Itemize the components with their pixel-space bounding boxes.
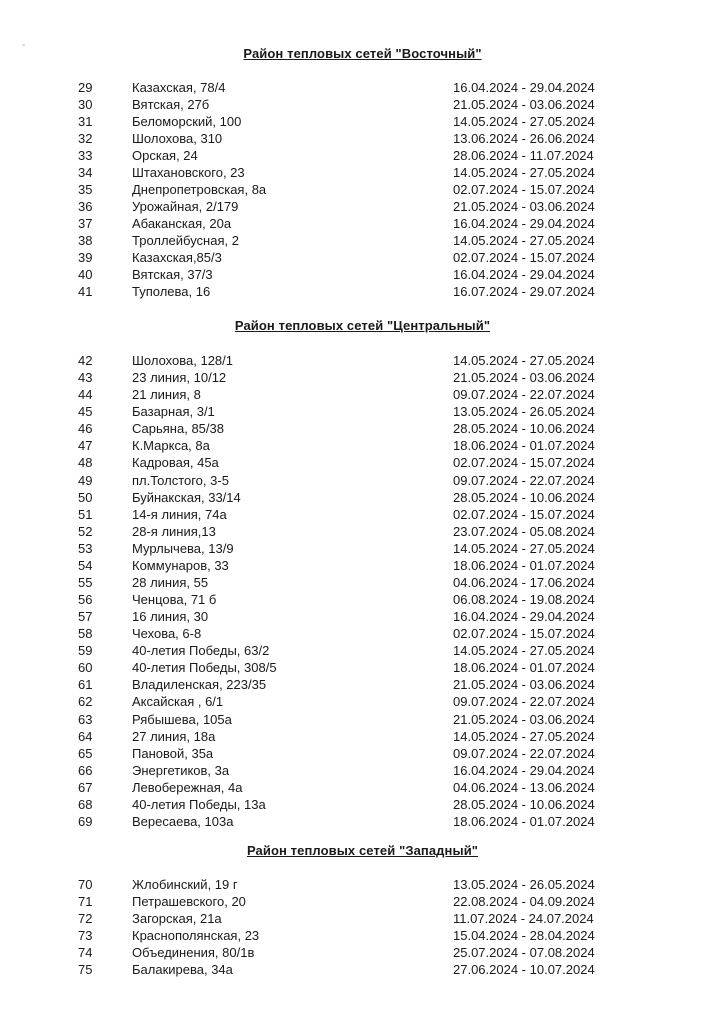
list-item — [0, 676, 725, 693]
row-address: Аксайская , 6/1 — [132, 694, 224, 710]
list-item — [0, 386, 725, 403]
row-address: К.Маркса, 8а — [132, 438, 210, 454]
row-address: Туполева, 16 — [132, 284, 211, 299]
row-number: 36 — [78, 199, 93, 214]
list-item — [0, 693, 725, 710]
row-number: 40 — [78, 267, 93, 282]
row-address: 40-летия Победы, 308/5 — [132, 660, 277, 676]
row-date-range: 11.07.2024 - 24.07.2024 — [453, 911, 594, 926]
row-number: 58 — [78, 626, 93, 642]
row-number: 33 — [78, 148, 93, 163]
row-date-range: 16.04.2024 - 29.04.2024 — [453, 609, 595, 624]
row-address: Вересаева, 103а — [132, 813, 234, 829]
list-item — [0, 944, 725, 961]
row-number: 42 — [78, 353, 93, 368]
row-address: Чехова, 6-8 — [132, 626, 202, 642]
row-number: 32 — [78, 131, 93, 146]
row-date-range: 02.07.2024 - 15.07.2024 — [453, 455, 595, 471]
list-item — [0, 164, 725, 181]
row-number: 46 — [78, 421, 93, 437]
row-address: Урожайная, 2/179 — [132, 199, 239, 214]
row-address: 27 линия, 18а — [132, 728, 216, 744]
row-number: 38 — [78, 233, 93, 248]
list-item — [0, 249, 725, 266]
row-address: Троллейбусная, 2 — [132, 233, 239, 248]
list-item — [0, 96, 725, 113]
row-address: Штахановского, 23 — [132, 165, 245, 180]
list-item — [0, 608, 725, 625]
row-address: 21 линия, 8 — [132, 387, 201, 403]
row-address: Казахская, 78/4 — [132, 80, 226, 95]
row-address: 23 линия, 10/12 — [132, 370, 227, 386]
list-item — [0, 659, 725, 676]
row-address: Объединения, 80/1в — [132, 945, 255, 960]
row-number: 74 — [78, 945, 93, 960]
list-item — [0, 625, 725, 642]
row-date-range: 14.05.2024 - 27.05.2024 — [453, 114, 595, 129]
row-date-range: 02.07.2024 - 15.07.2024 — [453, 250, 595, 265]
list-item — [0, 813, 725, 830]
row-date-range: 14.05.2024 - 27.05.2024 — [453, 540, 595, 556]
row-date-range: 14.05.2024 - 27.05.2024 — [453, 643, 595, 659]
row-address: Абаканская, 20а — [132, 216, 232, 231]
list-item — [0, 893, 725, 910]
row-address: Орская, 24 — [132, 148, 198, 163]
row-address: Пановой, 35а — [132, 745, 214, 761]
list-item — [0, 927, 725, 944]
row-date-range: 27.06.2024 - 10.07.2024 — [453, 962, 595, 977]
list-item — [0, 198, 725, 215]
row-address: Коммунаров, 33 — [132, 557, 229, 573]
row-number: 70 — [78, 877, 93, 892]
row-address: Вятская, 37/3 — [132, 267, 213, 282]
list-item — [0, 437, 725, 454]
list-item — [0, 591, 725, 608]
row-address: 28-я линия,13 — [132, 523, 216, 539]
list-item — [0, 540, 725, 557]
list-item — [0, 147, 725, 164]
list-item — [0, 745, 725, 762]
row-date-range: 16.04.2024 - 29.04.2024 — [453, 80, 595, 95]
row-number: 49 — [78, 472, 93, 488]
section-title-западный: Район тепловых сетей "Западный" — [246, 843, 479, 858]
row-number: 48 — [78, 455, 93, 471]
row-number: 54 — [78, 557, 93, 573]
row-number: 69 — [78, 813, 93, 829]
row-date-range: 02.07.2024 - 15.07.2024 — [453, 626, 595, 642]
row-number: 51 — [78, 506, 93, 522]
list-item — [0, 910, 725, 927]
row-address: Шолохова, 310 — [132, 131, 223, 146]
row-address: 40-летия Победы, 13а — [132, 796, 266, 812]
list-item — [0, 711, 725, 728]
row-date-range: 18.06.2024 - 01.07.2024 — [453, 813, 595, 829]
list-item — [0, 283, 725, 300]
row-address: Краснополянская, 23 — [132, 928, 260, 943]
row-date-range: 28.05.2024 - 10.06.2024 — [453, 489, 595, 505]
row-number: 59 — [78, 643, 93, 659]
row-address: Жлобинский, 19 г — [132, 877, 238, 892]
row-number: 29 — [78, 80, 93, 95]
row-date-range: 14.05.2024 - 27.05.2024 — [453, 233, 595, 248]
list-item — [0, 454, 725, 471]
row-number: 37 — [78, 216, 93, 231]
row-address: Владиленская, 223/35 — [132, 677, 267, 693]
row-date-range: 21.05.2024 - 03.06.2024 — [453, 199, 595, 214]
section-title-восточный: Район тепловых сетей "Восточный" — [243, 46, 482, 61]
row-date-range: 09.07.2024 - 22.07.2024 — [453, 387, 595, 403]
row-number: 41 — [78, 284, 93, 299]
list-item — [0, 779, 725, 796]
row-date-range: 18.06.2024 - 01.07.2024 — [453, 557, 595, 573]
row-address: Базарная, 3/1 — [132, 404, 215, 420]
row-date-range: 28.06.2024 - 11.07.2024 — [453, 148, 594, 163]
row-date-range: 13.06.2024 - 26.06.2024 — [453, 131, 595, 146]
row-number: 35 — [78, 182, 93, 197]
row-date-range: 13.05.2024 - 26.05.2024 — [453, 404, 595, 420]
row-number: 45 — [78, 404, 93, 420]
row-address: Кадровая, 45а — [132, 455, 219, 471]
row-address: пл.Толстого, 3-5 — [132, 472, 229, 488]
row-address: Загорская, 21а — [132, 911, 222, 926]
row-date-range: 14.05.2024 - 27.05.2024 — [453, 353, 595, 368]
row-date-range: 21.05.2024 - 03.06.2024 — [453, 677, 595, 693]
row-address: Шолохова, 128/1 — [132, 353, 234, 368]
list-item — [0, 642, 725, 659]
row-number: 50 — [78, 489, 93, 505]
row-address: Энергетиков, 3а — [132, 762, 230, 778]
row-number: 66 — [78, 762, 93, 778]
row-date-range: 23.07.2024 - 05.08.2024 — [453, 523, 595, 539]
list-item — [0, 181, 725, 198]
row-date-range: 28.05.2024 - 10.06.2024 — [453, 421, 595, 437]
list-item — [0, 113, 725, 130]
row-address: Буйнакская, 33/14 — [132, 489, 241, 505]
row-address: Балакирева, 34а — [132, 962, 233, 977]
row-number: 71 — [78, 894, 93, 909]
row-date-range: 16.07.2024 - 29.07.2024 — [453, 284, 595, 299]
row-date-range: 14.05.2024 - 27.05.2024 — [453, 165, 595, 180]
row-number: 52 — [78, 523, 93, 539]
row-number: 53 — [78, 540, 93, 556]
row-date-range: 16.04.2024 - 29.04.2024 — [453, 216, 595, 231]
row-address: 40-летия Победы, 63/2 — [132, 643, 270, 659]
row-date-range: 18.06.2024 - 01.07.2024 — [453, 660, 595, 676]
row-number: 64 — [78, 728, 93, 744]
list-item — [0, 352, 725, 369]
list-item — [0, 523, 725, 540]
row-date-range: 28.05.2024 - 10.06.2024 — [453, 796, 595, 812]
row-number: 68 — [78, 796, 93, 812]
row-date-range: 09.07.2024 - 22.07.2024 — [453, 694, 595, 710]
row-date-range: 04.06.2024 - 13.06.2024 — [453, 779, 595, 795]
list-item — [0, 796, 725, 813]
row-date-range: 02.07.2024 - 15.07.2024 — [453, 506, 595, 522]
row-number: 43 — [78, 370, 93, 386]
row-number: 44 — [78, 387, 93, 403]
list-item — [0, 489, 725, 506]
row-number: 34 — [78, 165, 93, 180]
row-number: 55 — [78, 574, 93, 590]
row-number: 63 — [78, 711, 93, 727]
row-number: 60 — [78, 660, 93, 676]
list-item — [0, 232, 725, 249]
row-address: 14-я линия, 74а — [132, 506, 227, 522]
row-number: 30 — [78, 97, 93, 112]
row-number: 65 — [78, 745, 93, 761]
row-address: Сарьяна, 85/38 — [132, 421, 224, 437]
row-date-range: 22.08.2024 - 04.09.2024 — [453, 894, 595, 909]
list-item — [0, 876, 725, 893]
row-number: 57 — [78, 609, 93, 624]
list-item — [0, 215, 725, 232]
list-item — [0, 266, 725, 283]
row-address: Петрашевского, 20 — [132, 894, 246, 909]
row-date-range: 21.05.2024 - 03.06.2024 — [453, 370, 595, 386]
list-item — [0, 961, 725, 978]
list-item — [0, 506, 725, 523]
row-address: 28 линия, 55 — [132, 574, 209, 590]
row-date-range: 16.04.2024 - 29.04.2024 — [453, 267, 595, 282]
row-date-range: 15.04.2024 - 28.04.2024 — [453, 928, 595, 943]
row-address: Днепропетровская, 8а — [132, 182, 267, 197]
row-number: 67 — [78, 779, 93, 795]
list-item — [0, 557, 725, 574]
row-address: 16 линия, 30 — [132, 609, 209, 624]
row-date-range: 21.05.2024 - 03.06.2024 — [453, 97, 595, 112]
row-date-range: 25.07.2024 - 07.08.2024 — [453, 945, 595, 960]
row-address: Беломорский, 100 — [132, 114, 242, 129]
row-number: 39 — [78, 250, 93, 265]
row-number: 62 — [78, 694, 93, 710]
row-address: Ченцова, 71 б — [132, 592, 217, 607]
row-date-range: 14.05.2024 - 27.05.2024 — [453, 728, 595, 744]
scan-artifact-mark: - — [22, 40, 26, 51]
row-date-range: 16.04.2024 - 29.04.2024 — [453, 762, 595, 778]
row-date-range: 06.08.2024 - 19.08.2024 — [453, 592, 595, 607]
row-address: Вятская, 27б — [132, 97, 210, 112]
row-date-range: 04.06.2024 - 17.06.2024 — [453, 574, 595, 590]
list-item — [0, 574, 725, 591]
row-number: 56 — [78, 592, 93, 607]
row-number: 47 — [78, 438, 93, 454]
row-address: Мурлычева, 13/9 — [132, 540, 234, 556]
row-number: 75 — [78, 962, 93, 977]
row-address: Казахская,85/3 — [132, 250, 222, 265]
row-date-range: 18.06.2024 - 01.07.2024 — [453, 438, 595, 454]
row-date-range: 02.07.2024 - 15.07.2024 — [453, 182, 595, 197]
list-item — [0, 130, 725, 147]
list-item — [0, 369, 725, 386]
list-item — [0, 762, 725, 779]
row-date-range: 13.05.2024 - 26.05.2024 — [453, 877, 595, 892]
row-date-range: 09.07.2024 - 22.07.2024 — [453, 472, 595, 488]
row-number: 31 — [78, 114, 93, 129]
row-date-range: 21.05.2024 - 03.06.2024 — [453, 711, 595, 727]
row-number: 61 — [78, 677, 93, 693]
list-item — [0, 728, 725, 745]
row-date-range: 09.07.2024 - 22.07.2024 — [453, 745, 595, 761]
list-item — [0, 79, 725, 96]
row-number: 72 — [78, 911, 93, 926]
list-item — [0, 420, 725, 437]
row-address: Левобережная, 4а — [132, 779, 243, 795]
row-number: 73 — [78, 928, 93, 943]
section-title-центральный: Район тепловых сетей "Центральный" — [234, 318, 491, 333]
row-address: Рябышева, 105а — [132, 711, 232, 727]
list-item — [0, 472, 725, 489]
list-item — [0, 403, 725, 420]
